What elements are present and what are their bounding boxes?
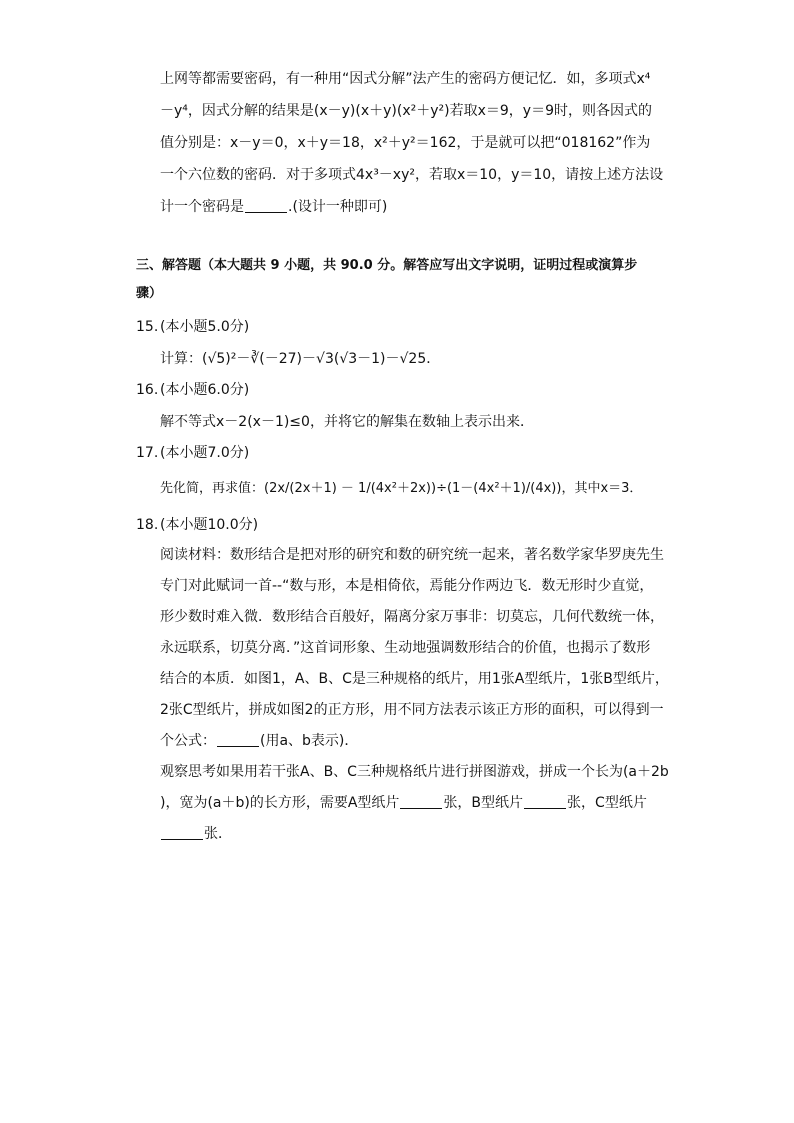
q14-line-2: －y⁴，因式分解的结果是(x－y)(x＋y)(x²＋y²)若取x＝9，y＝9时，则各因式的 <box>160 103 652 119</box>
question-number: 15. <box>136 319 159 335</box>
rectangle-prefix: )，宽为(a＋b)的长方形，需要A型纸片 <box>160 795 400 811</box>
question-text: 解不等式x－2(x－1)≤0，并将它的解集在数轴上表示出来． <box>160 414 534 430</box>
reading-line: 形少数时难入微．数形结合百般好，隔离分家万事非：切莫忘，几何代数统一体， <box>160 609 664 625</box>
q14-line-1: 上网等都需要密码，有一种用“因式分解”法产生的密码方便记忆．如，多项式x⁴ <box>160 71 651 87</box>
reading-line: 2张C型纸片，拼成如图2的正方形，用不同方法表示该正方形的面积，可以得到一 <box>160 702 664 718</box>
formula-prefix: 个公式： <box>160 733 216 749</box>
reading-line: 专门对此赋词一首--“数与形，本是相倚依，焉能分作两边飞．数无形时少直觉， <box>160 578 654 594</box>
reading-line: 阅读材料：数形结合是把对形的研究和数的研究统一起来，著名数学家华罗庚先生 <box>160 547 664 563</box>
q14-line-4: 一个六位数的密码．对于多项式4x³－xy²，若取x＝10，y＝10，请按上述方法设 <box>160 167 664 183</box>
q14-prefix: 计一个密码是 <box>160 199 244 215</box>
q14-line-3: 值分别是：x－y＝0，x＋y＝18，x²＋y²＝162，于是就可以把“018162”作为 <box>160 135 651 151</box>
question-score: (本小题10.0分) <box>160 517 259 533</box>
answer-blank[interactable] <box>161 825 203 840</box>
question-number: 18. <box>136 517 159 533</box>
question-score: (本小题5.0分) <box>160 319 250 335</box>
answer-blank[interactable] <box>524 794 566 809</box>
answer-blank[interactable] <box>217 732 259 747</box>
answer-blank[interactable] <box>400 794 442 809</box>
rectangle-mid: 张，C型纸片 <box>567 795 647 811</box>
section-title-cont: 骤） <box>136 286 163 301</box>
q14-line-5 <box>160 197 387 217</box>
rectangle-mid: 张，B型纸片 <box>443 795 524 811</box>
reading-line: 结合的本质．如图1，A、B、C是三种规格的纸片，用1张A型纸片，1张B型纸片， <box>160 671 669 687</box>
final-line <box>160 824 232 844</box>
formula-line <box>160 731 358 751</box>
observe-line: 观察思考如果用若干张A、B、C三种规格纸片进行拼图游戏，拼成一个长为(a＋2b <box>160 764 669 780</box>
rectangle-line <box>160 793 647 813</box>
question-text: 计算：(√5)²－∛(－27)－√3(√3－1)－√25． <box>160 351 441 367</box>
question-score: (本小题7.0分) <box>160 445 250 461</box>
answer-blank[interactable] <box>245 198 287 213</box>
formula-suffix: (用a、b表示)． <box>260 733 359 749</box>
question-number: 17. <box>136 445 159 461</box>
q14-suffix: .(设计一种即可) <box>288 199 388 215</box>
reading-line: 永远联系，切莫分离．”这首词形象、生动地强调数形结合的价值，也揭示了数形 <box>160 640 651 656</box>
question-text: 先化简，再求值：(2x/(2x＋1) － 1/(4x²＋2x))÷(1－(4x²＋1)/(4x))，其中x＝3． <box>160 481 643 496</box>
final-suffix: 张． <box>204 826 232 842</box>
question-score: (本小题6.0分) <box>160 382 250 398</box>
question-number: 16. <box>136 382 159 398</box>
section-title: 三、解答题（本大题共 9 小题，共 90.0 分。解答应写出文字说明，证明过程或演算步 <box>136 258 638 273</box>
